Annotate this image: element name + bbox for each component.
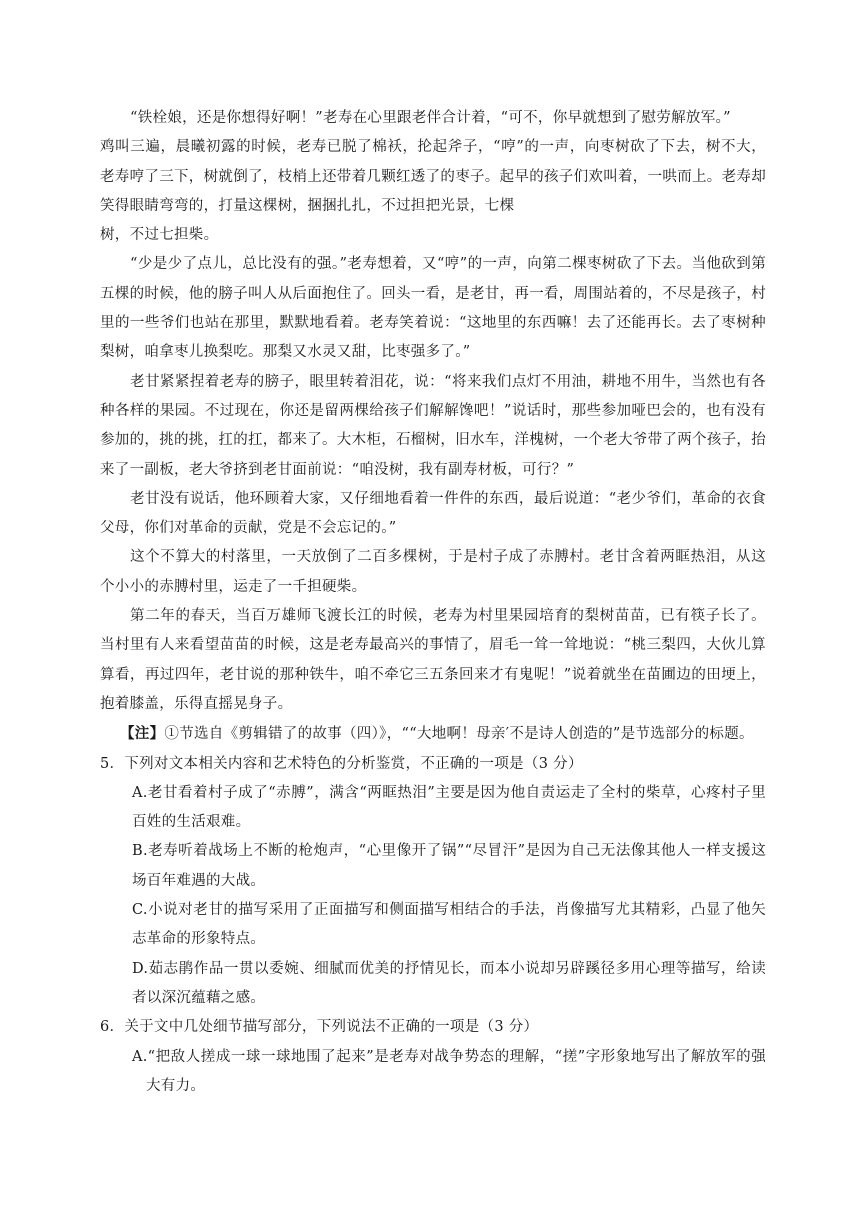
question-stem: 6．关于文中几处细节描写部分，下列说法不正确的一项是（3 分）: [100, 1019, 539, 1036]
answer-option-b: B.老寿听着战场上不断的枪炮声，“心里像开了锅”“尽冒汗”是因为自己无法像其他人一样支援这场百年难遇的大战。: [132, 843, 766, 889]
footnote-text: ①节选自《剪辑错了的故事（四）》，““大地啊！母亲′不是诗人创造的”是节选部分的标题。: [164, 726, 754, 743]
question-stem: 5．下列对文本相关内容和艺术特色的分析鉴赏，不正确的一项是（3 分）: [100, 755, 583, 772]
passage-paragraph: “少是少了点儿，总比没有的强。”老寿想着，又“哼”的一声，向第二棵枣树砍了下去。当他砍到第五棵的时候，他的膀子叫人从后面抱住了。回头一看，是老甘，再一看，周围站着的，不尽是孩子，村里的一些爷们也站在那里，默默地看着。老寿笑着说：“这地里的东西嘛！去了还能再长。去了枣树种梨树，咱拿枣儿换梨吃。那梨又水灵又甜，比枣强多了。”: [100, 256, 766, 361]
passage-paragraph: 这个不算大的村落里，一天放倒了二百多棵树，于是村子成了赤膊村。老甘含着两眶热泪，从这个小小的赤膊村里，运走了一千担硬柴。: [100, 549, 766, 595]
passage-paragraph: 第二年的春天，当百万雄师飞渡长江的时候，老寿为村里果园培育的梨树苗苗，已有筷子长了。当村里有人来看望苗苗的时候，这是老寿最高兴的事情了，眉毛一耸一耸地说：“桃三梨四，大伙儿算算看，再过四年，老甘说的那种铁牛，咱不牵它三五条回来才有鬼呢！”说着就坐在苗圃边的田埂上，抱着膝盖，乐得直摇晃身子。: [100, 608, 766, 712]
footnote-label: 【注】: [120, 725, 165, 743]
answer-option-d: D.茹志鹃作品一贯以委婉、细腻而优美的抒情见长，而本小说却另辟蹊径多用心理等描写，给读者以深沉蕴藉之感。: [132, 960, 766, 1006]
document-page: [100, 104, 766, 1101]
answer-option-a: A.“把敌人搓成一球一球地围了起来”是老寿对战争势态的理解，“搓”字形象地写出了解放军的强大有力。: [132, 1048, 766, 1094]
passage-paragraph: 树，不过七担柴。: [100, 227, 219, 244]
answer-option-a: A.老甘看着村子成了“赤膊”，满含“两眶热泪”主要是因为他自责运走了全村的柴草，心疼村子里百姓的生活艰难。: [132, 784, 766, 831]
passage-paragraph: 老甘没有说话，他环顾着大家，又仔细地看着一件件的东西，最后说道：“老少爷们，革命的衣食父母，你们对革命的贡献，党是不会忘记的。”: [100, 490, 766, 537]
answer-option-c: C.小说对老甘的描写采用了正面描写和侧面描写相结合的手法，肖像描写尤其精彩，凸显了他矢志革命的形象特点。: [132, 902, 766, 948]
footnote: [100, 719, 766, 749]
passage-paragraph: “铁栓娘，还是你想得好啊！”老寿在心里跟老伴合计着，“可不，你早就想到了慰劳解放军。”: [130, 110, 731, 126]
passage-paragraph: 鸡叫三遍，晨曦初露的时候，老寿已脱了棉袄，抡起斧子，“哼”的一声，向枣树砍了下去，树不大，老寿哼了三下，树就倒了，枝梢上还带着几颗红透了的枣子。起早的孩子们欢叫着，一哄而上。老寿却笑得眼睛弯弯的，打量这棵树，捆捆扎扎，不过担把光景，七棵: [100, 139, 766, 214]
passage-paragraph: 老甘紧紧捏着老寿的膀子，眼里转着泪花，说：“将来我们点灯不用油，耕地不用牛，当然也有各种各样的果园。不过现在，你还是留两棵给孩子们解解馋吧！”说话时，那些参加哑巴会的，也有没有参加的，挑的挑，扛的扛，都来了。大木柜，石榴树，旧水车，洋槐树，一个老大爷带了两个孩子，抬来了一副板，老大爷挤到老甘面前说：“咱没树，我有副寿材板，可行？”: [100, 373, 766, 478]
